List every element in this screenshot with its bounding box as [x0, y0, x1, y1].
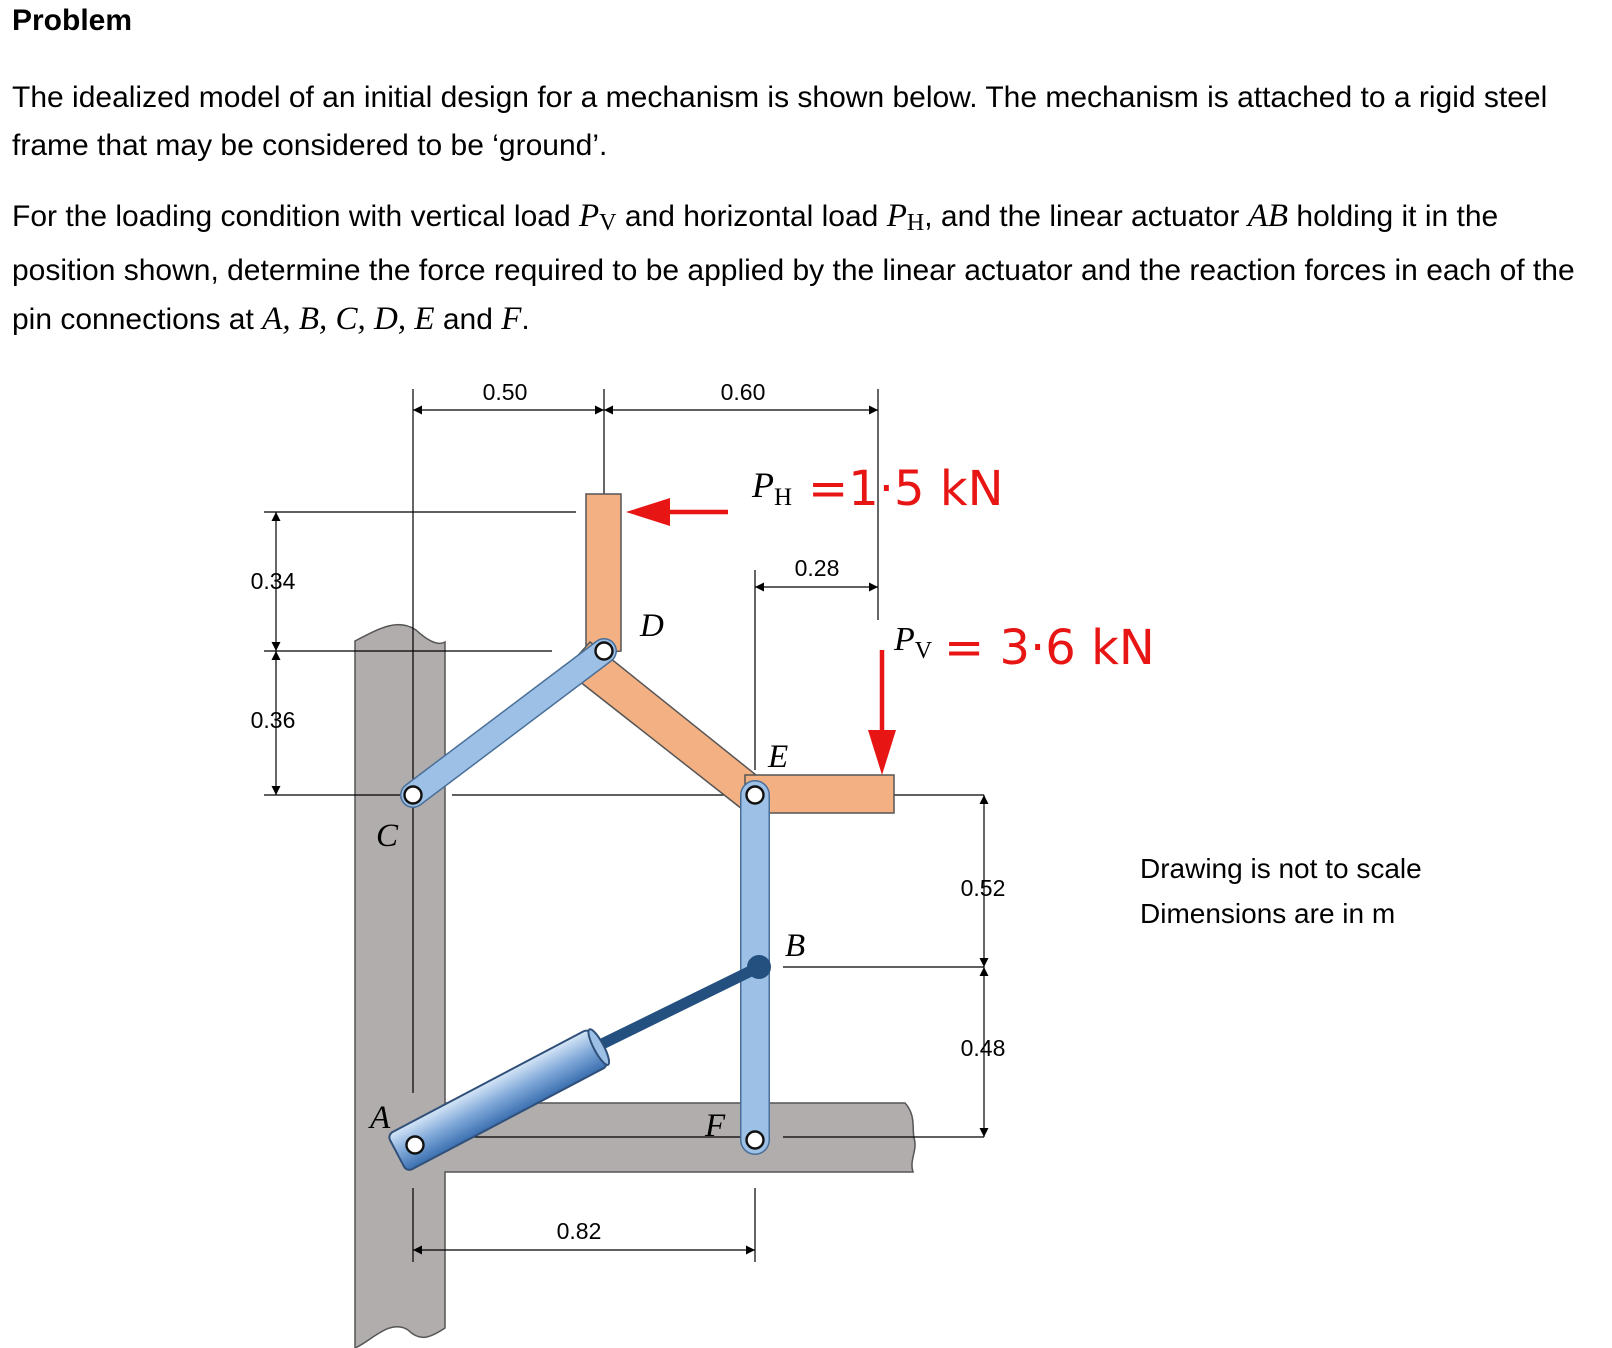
- pin-a-joint: [407, 1137, 424, 1154]
- pin-f-inline: F: [501, 301, 522, 337]
- actuator-rod: [600, 967, 759, 1045]
- pin-label-f: F: [705, 1108, 726, 1144]
- load-ph-arrow: [626, 498, 728, 526]
- task-text-1: For the loading condition with vertical load: [12, 200, 579, 233]
- pin-e-joint: [747, 787, 764, 804]
- dim-label-052: 0.52: [960, 875, 1006, 901]
- pv-symbol-inline: P: [578, 198, 600, 234]
- ph-load-symbol: $P_H$: [752, 465, 793, 511]
- dim-label-050: 0.50: [482, 379, 528, 405]
- dim-label-034: 0.34: [250, 568, 296, 594]
- pin-list-label: A, B, C, D, E: [262, 301, 435, 337]
- note-not-to-scale: Drawing is not to scale: [1140, 853, 1422, 884]
- dim-label-060: 0.60: [720, 379, 766, 405]
- ground-frame: [355, 625, 915, 1348]
- pin-c-joint: [405, 787, 422, 804]
- task-text-2: and horizontal load: [616, 200, 887, 233]
- pin-label-e: E: [768, 739, 789, 775]
- pin-f-joint: [747, 1132, 764, 1149]
- ph-subscript-inline: H: [906, 210, 925, 236]
- load-pv-arrow: [868, 650, 896, 775]
- pin-label-a: A: [370, 1100, 391, 1136]
- problem-intro-paragraph: The idealized model of an initial design for a mechanism is shown below. The mechanism is attached to a rigid steel frame that may be considered to be ‘ground’.: [12, 81, 1548, 162]
- note-units: Dimensions are in m: [1140, 898, 1396, 929]
- pin-label-d: D: [640, 608, 664, 644]
- pin-label-b: B: [785, 928, 806, 964]
- actuator-ab-label: AB: [1247, 198, 1289, 234]
- task-text-4: holding it in the position shown, determine the force required to be applied by the linear actuator and the reaction forces in each of the pin connections at: [12, 200, 1575, 336]
- pv-load-symbol: $P_V$: [894, 621, 933, 664]
- ph-symbol-inline: P: [886, 198, 907, 234]
- dim-label-048: 0.48: [960, 1035, 1006, 1061]
- pin-d-joint: [596, 643, 613, 660]
- dim-label-036: 0.36: [250, 707, 296, 733]
- pv-subscript-inline: V: [599, 210, 617, 236]
- dim-label-028: 0.28: [794, 555, 840, 581]
- task-text-6: .: [521, 303, 530, 336]
- task-text-5: and: [434, 303, 502, 336]
- ph-load-value: =1·5 kN: [808, 461, 1004, 517]
- pin-label-c: C: [376, 818, 399, 854]
- pin-b-joint: [747, 955, 771, 979]
- pv-load-value: = 3·6 kN: [944, 620, 1155, 676]
- task-text-3: , and the linear actuator: [924, 200, 1248, 233]
- problem-heading: Problem: [12, 4, 133, 37]
- dim-label-082: 0.82: [556, 1218, 602, 1244]
